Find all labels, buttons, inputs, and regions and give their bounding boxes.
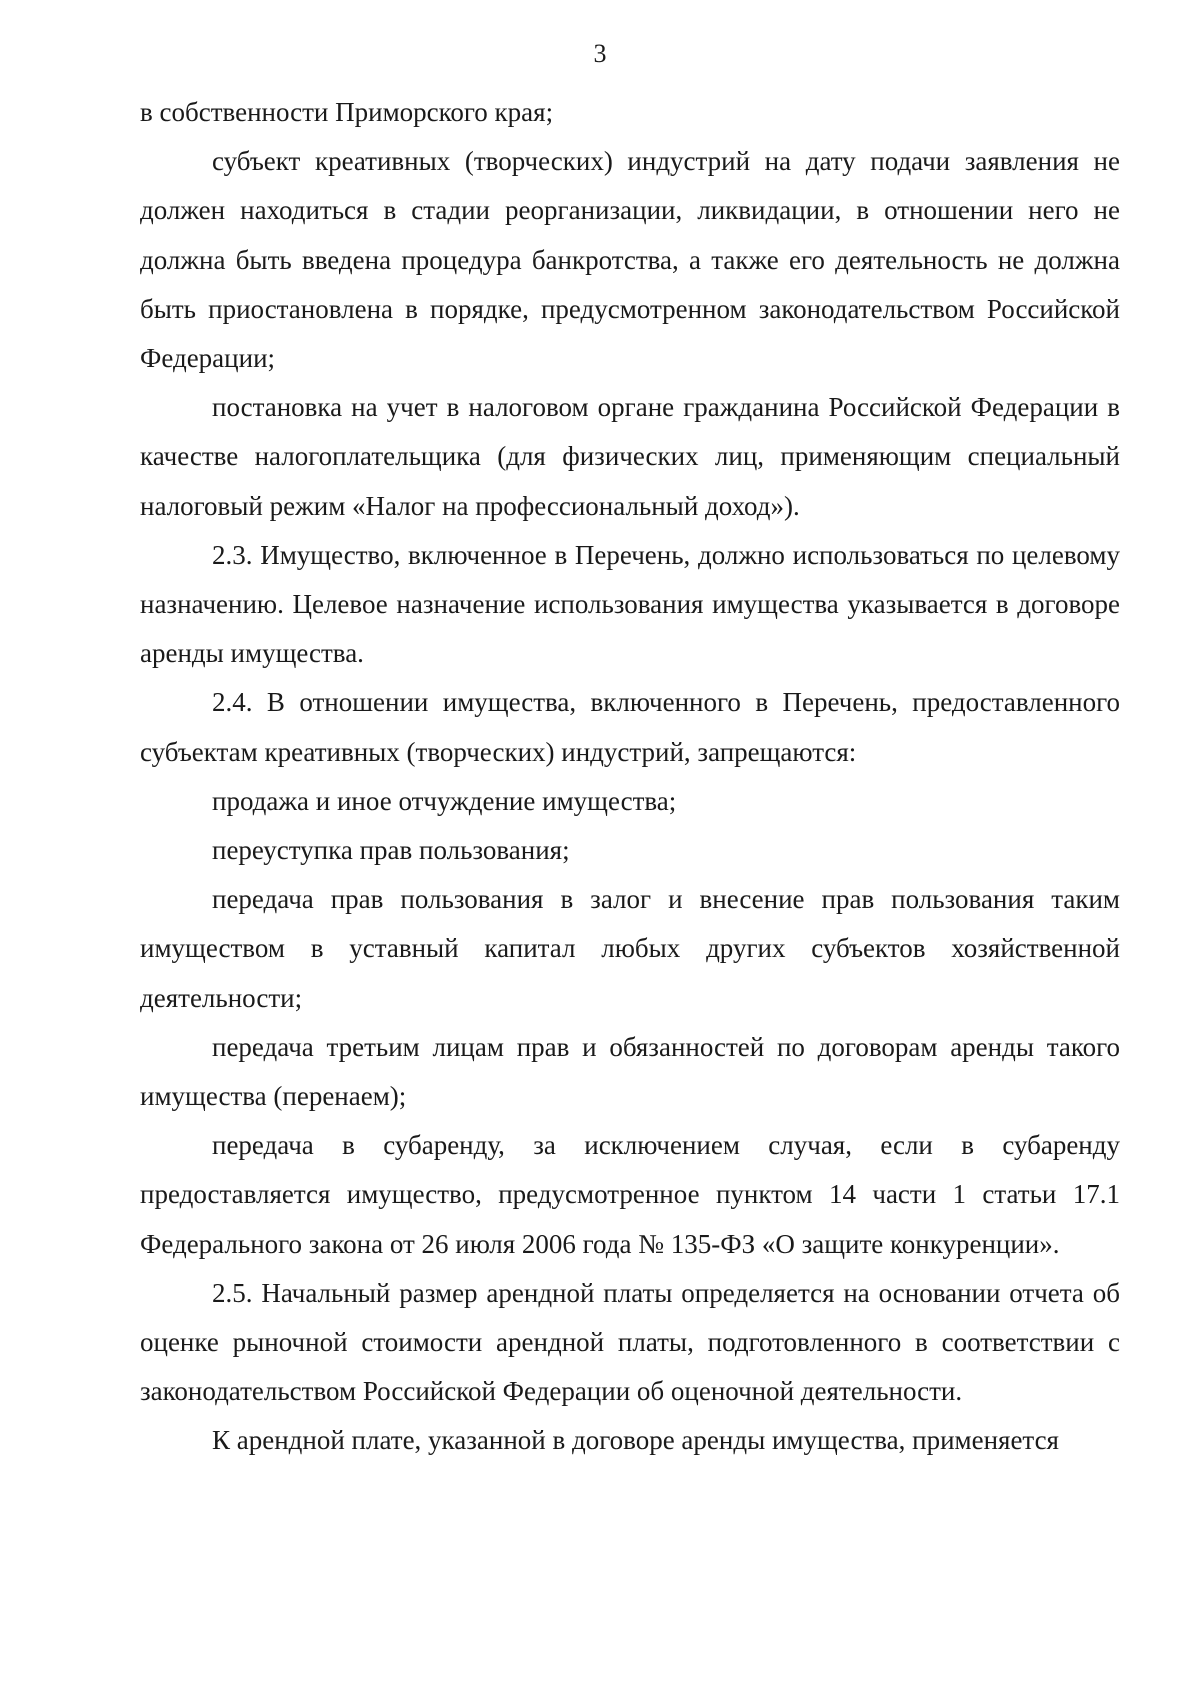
list-item-transfer: передача третьим лицам прав и обязанностей по договорам аренды такого имущества (перенаем); [140,1031,1120,1112]
paragraph-reorganization-condition: субъект креативных (творческих) индустрий на дату подачи заявления не должен находиться в стадии реорганизации, ликвидации, в отношении него не должна быть введена процедура банкротства, а также его деятельность не должна быть приостановлена в порядке, предусмотренном законодательством Российской Федерации; [140,146,1120,374]
paragraph-continuation: в собственности Приморского края; [140,97,554,127]
paragraph-rent-indexing: К арендной плате, указанной в договоре аренды имущества, применяется [212,1425,1059,1456]
page-number: 3 [593,39,607,68]
list-item-sale: продажа и иное отчуждение имущества; [212,785,677,816]
document-body [140,88,1120,1466]
paragraph-2-3: 2.3. Имущество, включенное в Перечень, должно использоваться по целевому назначению. Целевое назначение использования имущества указывается в договоре аренды имущества. [140,539,1120,669]
list-item-assignment: переуступка прав пользования; [212,835,570,866]
paragraph-tax-registration: постановка на учет в налоговом органе гражданина Российской Федерации в качестве налогоплательщика (для физических лиц, применяющим специальный налоговый режим «Налог на профессиональный доход»). [140,392,1120,521]
list-item-sublease: передача в субаренду, за исключением случая, если в субаренду предоставляется имущество, предусмотренное пунктом 14 части 1 статьи 17.1 Федерального закона от 26 июля 2006 года № 135-ФЗ «О защите конкуренции». [140,1130,1120,1259]
paragraph-2-4: 2.4. В отношении имущества, включенного в Перечень, предоставленного субъектам креативных (творческих) индустрий, запрещаются: [140,687,1120,767]
paragraph-2-5: 2.5. Начальный размер арендной платы определяется на основании отчета об оценке рыночной стоимости арендной платы, подготовленного в соответствии с законодательством Российской Федерации об оценочной деятельности. [140,1277,1120,1407]
list-item-pledge: передача прав пользования в залог и внесение прав пользования таким имуществом в уставный капитал любых других субъектов хозяйственной деятельности; [140,884,1120,1013]
